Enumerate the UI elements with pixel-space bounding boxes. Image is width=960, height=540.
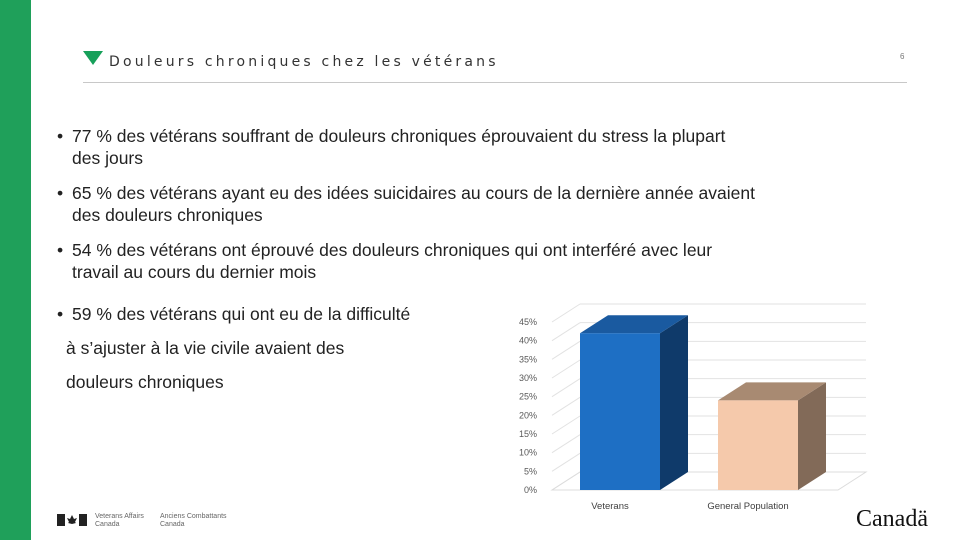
gridline-side (552, 341, 580, 359)
bar (718, 400, 798, 490)
x-tick-label: Veterans (591, 501, 629, 512)
dept-name-en (95, 513, 144, 529)
bullet-dot: • (57, 240, 64, 260)
x-tick-label: General Population (707, 501, 789, 512)
bullet-text: 59 % des vétérans qui ont eu de la difficulté (72, 304, 411, 324)
bullet-text-line: 65 % des vétérans ayant eu des idées suicidaires au cours de la dernière année avaient (72, 183, 755, 203)
bullet-dot: • (57, 304, 64, 324)
y-tick-label: 15% (518, 429, 537, 439)
bullet-text-line: douleurs chroniques (66, 372, 224, 392)
gridline-side (552, 416, 580, 434)
bullet-dot: • (57, 126, 64, 146)
y-tick-label: 40% (518, 335, 537, 346)
dept-en-line: Canada (95, 521, 120, 528)
bullet-text-line: à s’ajuster à la vie civile avaient des (66, 338, 345, 358)
gridline-side (552, 379, 580, 397)
slide-title: Douleurs chroniques chez les vétérans (109, 54, 499, 70)
gridline-side (552, 435, 580, 453)
bar (580, 333, 660, 490)
gridline-side (552, 360, 580, 378)
dept-en-line: Veterans Affairs (95, 513, 144, 520)
y-tick-label: 30% (518, 373, 537, 383)
gridline-side (552, 397, 580, 415)
dept-fr-line: Canada (160, 521, 185, 528)
bullet-text-line: des jours (72, 148, 144, 168)
bullet-text-line: 54 % des vétérans ont éprouvé des douleurs chroniques qui ont interféré avec leur (72, 240, 713, 260)
y-tick-label: 25% (518, 391, 537, 402)
y-tick-label: 10% (518, 447, 537, 458)
canada-flag-icon (57, 514, 87, 526)
gridline-side (552, 453, 580, 471)
y-tick-label: 5% (523, 466, 537, 477)
gridline-side (552, 304, 580, 322)
y-tick-label: 45% (518, 317, 537, 327)
page-number: 6 (900, 52, 905, 61)
gridline-side (552, 323, 580, 341)
bar-side (660, 315, 688, 490)
y-tick-label: 0% (523, 485, 537, 495)
y-tick-label: 20% (518, 410, 537, 421)
bar-side (798, 382, 826, 490)
dept-fr-line: Anciens Combattants (160, 513, 227, 520)
bullet-dot: • (57, 183, 64, 203)
bullet-text-line: 77 % des vétérans souffrant de douleurs chroniques éprouvaient du stress la plupart (72, 126, 726, 146)
bullet-text-line: travail au cours du dernier mois (72, 262, 317, 282)
dept-name-fr (160, 513, 227, 529)
bullet-text-line: des douleurs chroniques (72, 205, 263, 225)
canada-wordmark: Canadä (856, 506, 928, 532)
y-tick-label: 35% (518, 354, 537, 365)
